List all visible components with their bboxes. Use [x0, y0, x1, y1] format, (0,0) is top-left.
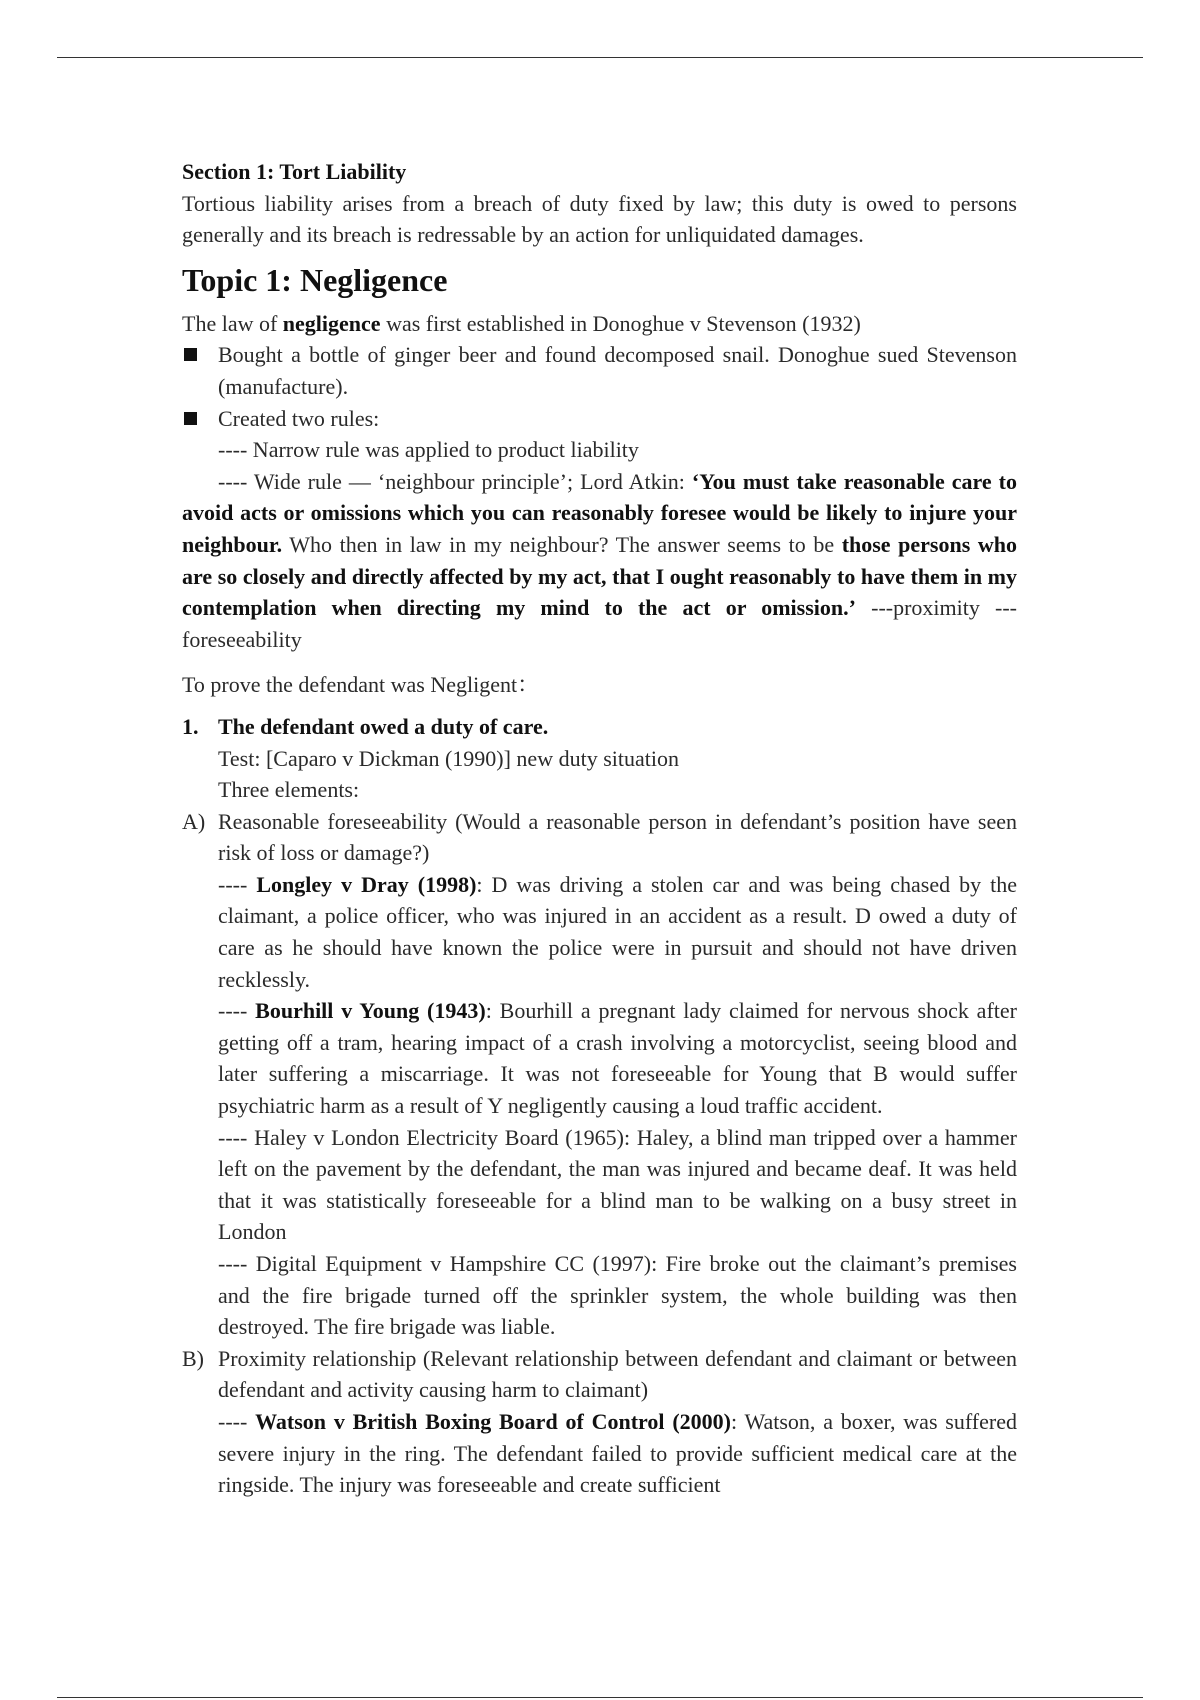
- case-prefix: ----: [218, 871, 257, 897]
- footer-rule: [57, 1697, 1143, 1698]
- section-intro: Tortious liability arises from a breach of duty fixed by law; this duty is owed to persons generally and its breach is redressable by an action for unliquidated damages.: [182, 190, 1017, 248]
- document-body: [182, 156, 1017, 1501]
- bullet-text: Created two rules:: [218, 405, 380, 431]
- wide-rule-paragraph: [182, 466, 1017, 656]
- element-b-text: Proximity relationship (Relevant relationship between defendant and claimant or between defendant and activity causing harm to claimant): [218, 1345, 1017, 1403]
- element-b: [182, 1343, 1017, 1406]
- topic-heading: Topic 1: Negligence: [182, 261, 448, 298]
- case-haley: ---- Haley v London Electricity Board (1965): Haley, a blind man tripped over a hammer left on the pavement by the defendant, the man was injured and became deaf. It was held that it was statistically foreseeable for a blind man to be walking on a busy street in London: [218, 1124, 1017, 1245]
- case-prefix: ----: [218, 998, 256, 1024]
- atkin-quote-part1: ‘You must take reasonable care to avoid acts or omissions which you can reasonably foresee would be likely to injure your neighbour.: [182, 468, 1017, 557]
- item-number: 1.: [182, 713, 199, 739]
- case-watson: [182, 1406, 1017, 1501]
- element-a-text: Reasonable foreseeability (Would a reasonable person in defendant’s position have seen risk of loss or damage?): [218, 808, 1017, 866]
- topic-lead-pre: The law of: [182, 310, 283, 336]
- case-bourhill: [182, 995, 1017, 1121]
- case-name: Bourhill v Young (1943): [255, 998, 486, 1024]
- element-a: [182, 806, 1017, 869]
- wide-rule-mid: Who then in law in my neighbour? The answer seems to be: [282, 531, 842, 557]
- header-rule: [57, 57, 1143, 58]
- topic-lead-post: was first established in Donoghue v Stevenson (1932): [380, 310, 861, 336]
- case-prefix: ----: [218, 1408, 256, 1434]
- case-name: Longley v Dray (1998): [256, 871, 477, 897]
- bullet-text: Bought a bottle of ginger beer and found decomposed snail. Donoghue sued Stevenson (manufacture).: [218, 342, 1017, 399]
- section-title: Section 1: Tort Liability: [182, 159, 407, 184]
- element-b-marker: B): [182, 1345, 204, 1371]
- case-text: : Bourhill a pregnant lady claimed for nervous shock after getting off a tram, hearing impact of a crash involving a motorcyclist, seeing blood and later suffering a miscarriage. It was not foreseeable for Young that B would suffer psychiatric harm as a result of Y negligently causing a loud traffic accident.: [218, 998, 1017, 1119]
- topic-lead-bold: negligence: [282, 310, 381, 336]
- bullet-item: [182, 403, 1017, 435]
- wide-rule-pre: ---- Wide rule — ‘neighbour principle’; Lord Atkin:: [218, 468, 692, 494]
- case-longley: [182, 869, 1017, 995]
- topic-lead: [182, 308, 1017, 340]
- bullet-item: [182, 339, 1017, 402]
- narrow-rule: ---- Narrow rule was applied to product liability: [218, 437, 639, 463]
- square-bullet-icon: [184, 412, 197, 425]
- square-bullet-icon: [184, 348, 197, 361]
- case-name: Watson v British Boxing Board of Control (2000): [255, 1408, 731, 1434]
- numbered-item-1: [182, 711, 1017, 743]
- wide-rule-post: ---proximity ---foreseeability: [182, 595, 1018, 652]
- atkin-quote-part2: those persons who are so closely and directly affected by my act, that I ought reasonably to have them in my contemplation when directing my mind to the act or omission.’: [182, 531, 1017, 621]
- element-a-marker: A): [182, 808, 206, 834]
- three-elements-label: Three elements:: [218, 777, 360, 803]
- case-digital-equipment: ---- Digital Equipment v Hampshire CC (1997): Fire broke out the claimant’s premises and the fire brigade turned off the sprinkler system, the whole building was then destroyed. The fire brigade was liable.: [218, 1251, 1017, 1340]
- case-text: : D was driving a stolen car and was being chased by the claimant, a police officer, who was injured in an accident as a result. D owed a duty of care as he should have known the police were in pursuit and should not have driven recklessly.: [218, 871, 1017, 992]
- prove-intro: To prove the defendant was Negligent：: [182, 672, 540, 698]
- test-line: Test: [Caparo v Dickman (1990)] new duty situation: [218, 745, 679, 771]
- item-title: The defendant owed a duty of care.: [218, 713, 549, 739]
- case-text: : Watson, a boxer, was suffered severe injury in the ring. The defendant failed to provide sufficient medical care at the ringside. The injury was foreseeable and create sufficient: [218, 1408, 1017, 1498]
